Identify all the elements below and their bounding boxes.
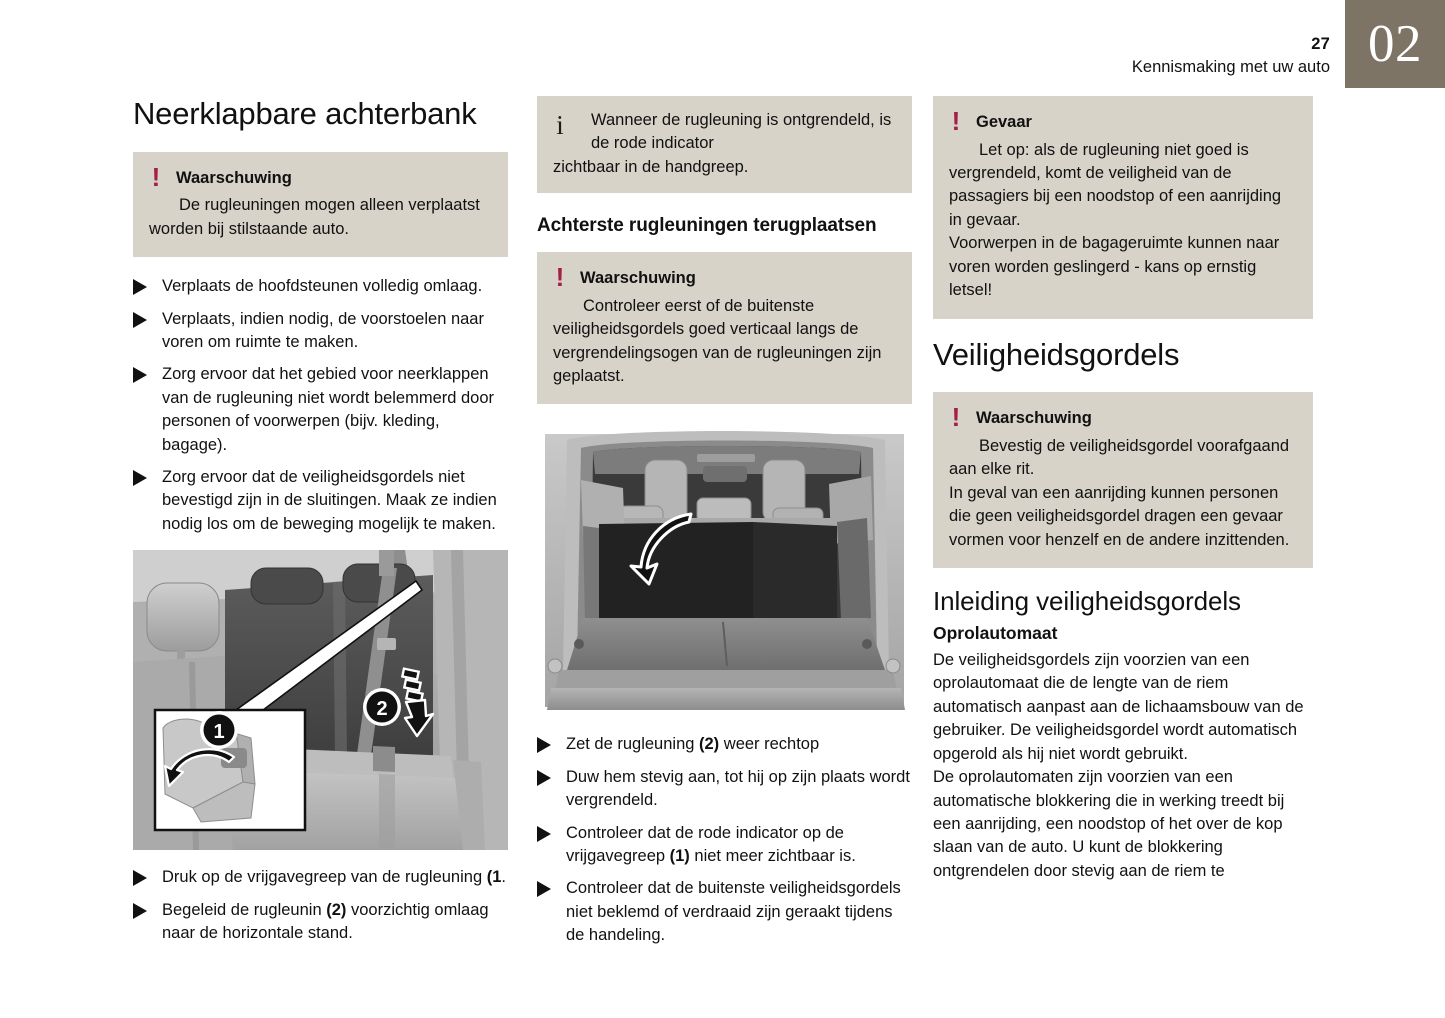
callout-label: Gevaar — [976, 113, 1032, 131]
info-icon: i — [556, 110, 564, 140]
list-item — [133, 866, 508, 889]
figure-cargo-area — [537, 422, 912, 717]
instruction-list-left — [133, 275, 508, 536]
column-left — [133, 96, 508, 946]
list-item — [537, 877, 912, 947]
list-item-text-pre: Druk op de vrijgavegreep van de rugleuning — [162, 868, 487, 887]
callout-paragraph: Let op: als de rugleuning niet goed is vergrendeld, komt de veiligheid van de passagiers bij een noodstop of een aanrijding in gevaar. — [949, 140, 1282, 229]
callout-paragraph: Voorwerpen in de bagageruimte kunnen naar voren worden geslingerd - kans op ernstig letsel! — [949, 234, 1280, 300]
warning-icon: ! — [951, 106, 961, 136]
body-paragraph-2: De oprolautomaten zijn voorzien van een automatische blokkering die in werking treedt bij een aanrijding, een noodstop of het over de kop slaan van de auto. U kunt de blokkering ontgrendelen door stevig aan de riem te — [933, 768, 1285, 880]
callout-header — [949, 402, 1297, 433]
content-columns — [133, 96, 1313, 976]
info-callout-middle — [537, 96, 912, 193]
instruction-list-left-after-figure — [133, 866, 508, 945]
figure-rear-seat — [133, 550, 508, 850]
chapter-tab — [1345, 0, 1445, 88]
callout-header — [553, 262, 896, 293]
page-title: Neerklapbare achterbank — [133, 96, 477, 131]
section-subtitle-intro: Inleiding veiligheidsgordels — [933, 585, 1241, 616]
list-item-text-pre: Controleer dat de buitenste veiligheidsgordels niet beklemd of verdraaid zijn geraakt tijdens de handeling. — [566, 879, 901, 945]
list-item-text: Zorg ervoor dat het gebied voor neerklappen van de rugleuning niet wordt belemmerd door personen of voorwerpen (bijv. kleding, bagage). — [162, 365, 495, 454]
warning-icon: ! — [951, 402, 961, 433]
page-number: 27 — [1311, 35, 1330, 53]
chapter-title: Kennismaking met uw auto — [1131, 57, 1330, 76]
triangle-bullet-icon — [133, 903, 147, 919]
list-item-text-post: weer rechtop — [719, 735, 820, 754]
list-item — [537, 766, 912, 813]
callout-paragraph: De rugleuningen mogen alleen verplaatst worden bij stilstaande auto. — [149, 196, 480, 238]
list-item — [133, 466, 508, 536]
danger-callout-right — [933, 96, 1313, 319]
callout-body — [553, 295, 896, 389]
list-item — [133, 308, 508, 355]
section-subtitle: Achterste rugleuningen terugplaatsen — [537, 215, 877, 237]
callout-header — [149, 161, 492, 192]
minor-heading-retractor: Oprolautomaat — [933, 623, 1058, 644]
warning-callout-right — [933, 392, 1313, 568]
triangle-bullet-icon — [133, 870, 147, 886]
list-item-text-post: voorzichtig omlaag naar de horizontale stand. — [162, 900, 489, 943]
callout-header — [949, 106, 1297, 136]
figure-callout-2-label: 2 — [376, 698, 388, 721]
triangle-bullet-icon — [133, 470, 147, 486]
callout-body — [149, 194, 492, 241]
column-right — [933, 96, 1313, 883]
list-item-text-post: niet meer zichtbaar is. — [689, 847, 856, 866]
warning-icon: ! — [555, 262, 565, 293]
triangle-bullet-icon — [537, 770, 551, 786]
warning-callout-left — [133, 152, 508, 257]
instruction-list-middle — [537, 733, 912, 947]
callout-label: Waarschuwing — [176, 168, 292, 187]
info-callout-text-head: Wanneer de rugleuning is ontgrendeld, is de rode indicator — [591, 111, 892, 153]
list-item — [537, 822, 912, 869]
list-item-text: Zorg ervoor dat de veiligheidsgordels niet bevestigd zijn in de sluitingen. Maak ze indien nodig los om de beweging mogelijk te maken. — [162, 468, 497, 533]
triangle-bullet-icon — [133, 367, 147, 383]
list-item-text: Verplaats de hoofdsteunen volledig omlaag. — [162, 277, 483, 296]
triangle-bullet-icon — [133, 312, 147, 328]
rear-seat-backrest-release-photo — [133, 550, 508, 850]
triangle-bullet-icon — [537, 881, 551, 897]
list-item-text-pre: Zet de rugleuning — [566, 735, 700, 754]
section-title-seatbelts: Veiligheidsgordels — [933, 336, 1180, 372]
body-paragraph-1: De veiligheidsgordels zijn voorzien van een oprolautomaat die de lengte van de riem automatisch aanpast aan de lichaamsbouw van de gebruiker. De veiligheidsgordel wordt automatisch opgerold als hij niet wordt gebruikt. — [933, 651, 1304, 763]
list-item — [133, 899, 508, 946]
list-item-reference: (1 — [486, 868, 502, 887]
callout-body — [949, 435, 1297, 552]
warning-callout-middle — [537, 252, 912, 404]
info-callout-text-tail: zichtbaar in de handgreep. — [553, 157, 749, 176]
list-item — [133, 275, 508, 298]
warning-icon: ! — [151, 161, 161, 192]
callout-body — [949, 139, 1297, 303]
list-item-text-pre: Duw hem stevig aan, tot hij op zijn plaats wordt vergrendeld. — [566, 767, 910, 810]
list-item-reference: (1) — [669, 847, 690, 866]
triangle-bullet-icon — [537, 737, 551, 753]
list-item-text: Verplaats, indien nodig, de voorstoelen naar voren om ruimte te maken. — [162, 309, 484, 351]
list-item — [133, 363, 508, 457]
callout-label: Waarschuwing — [580, 269, 696, 288]
callout-paragraph: Controleer eerst of de buitenste veiligheidsgordels goed verticaal langs de vergrendelingsogen van de rugleuningen zijn geplaatst. — [553, 296, 882, 385]
callout-paragraph: Bevestig de veiligheidsgordel voorafgaand aan elke rit. — [949, 436, 1290, 479]
list-item-reference: (2) — [699, 735, 720, 754]
chapter-tab-number: 02 — [1368, 14, 1422, 73]
list-item-reference: (2) — [326, 900, 347, 919]
column-middle — [537, 96, 912, 948]
list-item-text-post: . — [501, 868, 506, 887]
figure-callout-1-label: 1 — [213, 721, 225, 744]
triangle-bullet-icon — [133, 279, 147, 295]
callout-label: Waarschuwing — [976, 409, 1092, 428]
list-item — [537, 733, 912, 756]
cargo-area-backrest-fold-photo — [537, 422, 912, 717]
list-item-text-pre: Begeleid de rugleunin — [162, 900, 327, 919]
list-item-text-pre: Controleer dat de rode indicator op de vrijgavegreep — [566, 823, 844, 866]
callout-paragraph: In geval van een aanrijding kunnen personen die geen veiligheidsgordel dragen een gevaar vormen voor henzelf en de andere inzittenden. — [949, 483, 1290, 549]
triangle-bullet-icon — [537, 826, 551, 842]
page-header — [900, 34, 1330, 78]
